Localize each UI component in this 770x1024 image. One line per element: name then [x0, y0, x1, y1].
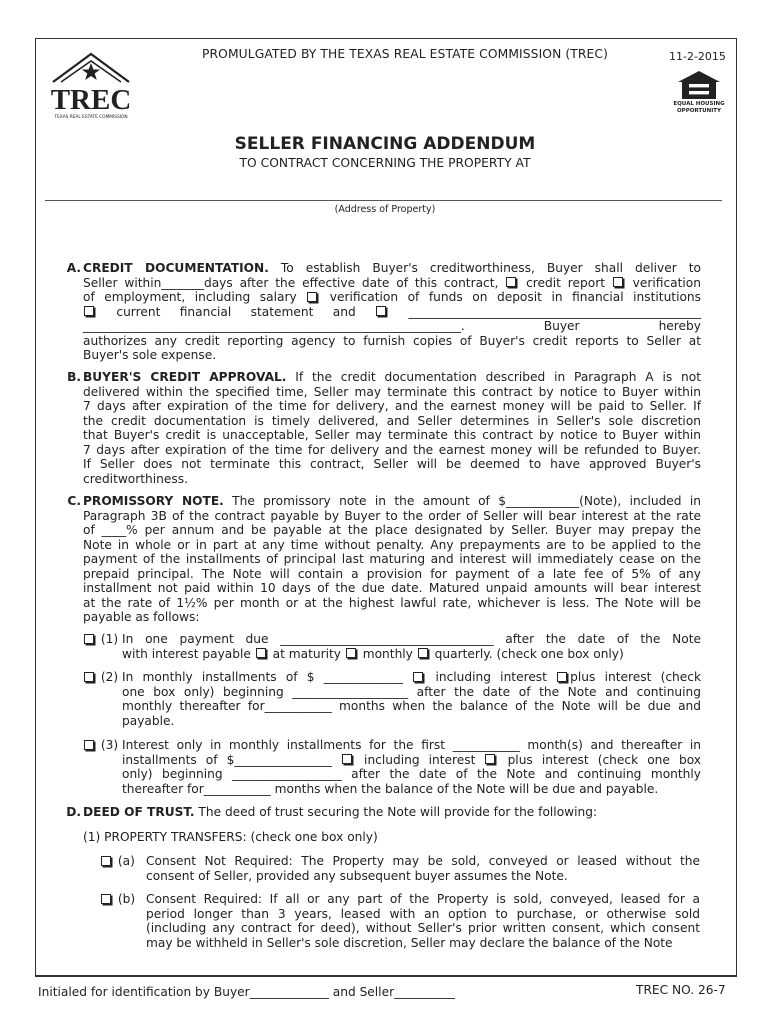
option-head[interactable]: (3)	[83, 738, 118, 753]
option-head[interactable]: (2)	[83, 670, 118, 685]
option-head[interactable]: (a)	[100, 854, 135, 869]
checkbox[interactable]	[413, 672, 423, 682]
text-line: Consent Not Required: The Property may be sold, conveyed or leased without the	[146, 854, 700, 868]
section-body	[83, 494, 701, 625]
section-heading: CREDIT DOCUMENTATION.	[83, 261, 269, 275]
text-line: 7 days after expiration of the time for delivery, and the earnest money will be paid to Seller. If	[83, 399, 701, 413]
text-line: consent of Seller, provided any subsequent buyer assumes the Note.	[146, 868, 568, 883]
text-line: (including any contract for deed), without Seller's prior written consent, which consent	[146, 921, 700, 935]
checkbox[interactable]	[84, 634, 94, 644]
section-heading: BUYER'S CREDIT APPROVAL.	[83, 370, 287, 384]
svg-text:TREC: TREC	[50, 84, 132, 116]
text-line: with interest payable at maturity monthly quarterly. (check one box only)	[122, 646, 624, 661]
payment-option-3	[83, 738, 701, 796]
section-heading: DEED OF TRUST.	[83, 805, 195, 819]
text-line: In one payment due ___________________________________ after the date of the Note	[122, 632, 701, 646]
checkbox[interactable]	[342, 754, 352, 764]
initials-line[interactable]: Initialed for identification by Buyer_____________ and Seller__________	[38, 985, 456, 999]
checkbox[interactable]	[307, 292, 317, 302]
text-line: creditworthiness.	[83, 471, 188, 486]
checkbox[interactable]	[376, 306, 386, 316]
checkbox[interactable]	[485, 754, 495, 764]
payment-option-2	[83, 670, 701, 728]
text-line: ______________________________________________________________. Buyer hereby	[83, 319, 701, 333]
option-text	[122, 632, 701, 661]
section-label: B.	[67, 370, 81, 384]
equal-housing-label: EQUAL HOUSING OPPORTUNITY	[673, 101, 725, 114]
payment-option-1	[83, 632, 701, 661]
text-line: payment of the installments of principal last maturing and interest will immediately cease on the	[83, 552, 701, 566]
promulgated-notice: PROMULGATED BY THE TEXAS REAL ESTATE COMMISSION (TREC)	[202, 47, 609, 61]
option-text	[146, 892, 700, 950]
text-line: installment not paid within 10 days of the due date. Matured unpaid amounts will bear interest	[83, 581, 701, 595]
address-field-line[interactable]	[45, 200, 722, 201]
section-label: D.	[66, 805, 81, 819]
section-b-credit-approval	[45, 370, 701, 486]
checkbox[interactable]	[84, 740, 94, 750]
text-line: Paragraph 3B of the contract payable by Buyer to the order of Seller will bear interest at the rate	[83, 508, 701, 523]
section-body	[83, 261, 701, 363]
section-body	[83, 370, 701, 486]
text-line: of ____% per annum and be payable at the place designated by Seller. Buyer may prepay the	[83, 523, 701, 537]
checkbox[interactable]	[84, 672, 94, 682]
section-a-credit-documentation	[45, 261, 701, 363]
equal-housing-icon	[675, 70, 723, 104]
text-line: CREDIT DOCUMENTATION. To establish Buyer's creditworthiness, Buyer shall deliver to	[83, 261, 701, 275]
checkbox[interactable]	[84, 306, 94, 316]
text-line: Seller within_______days after the effective date of this contract, credit report verification	[83, 275, 701, 290]
text-line: Note in whole or in part at any time without penalty. Any prepayments are to be applied to the	[83, 537, 701, 552]
section-label: C.	[67, 494, 81, 508]
trec-logo	[50, 52, 132, 124]
checkbox[interactable]	[346, 648, 356, 658]
text-line: PROMISSORY NOTE. The promissory note in the amount of $____________(Note), included in	[83, 494, 702, 508]
option-head[interactable]: (1)	[83, 632, 118, 647]
svg-text:TEXAS REAL ESTATE COMMISSION: TEXAS REAL ESTATE COMMISSION	[54, 115, 128, 120]
text-line: only) beginning __________________ after the date of the Note and continuing monthly	[122, 767, 701, 781]
checkbox[interactable]	[506, 277, 516, 287]
text-line: the credit documentation is timely delivered, and Seller determines in Seller's sole discretion	[83, 413, 701, 428]
text-line: current financial statement and ________________________________________________	[83, 305, 701, 320]
checkbox[interactable]	[256, 648, 266, 658]
text-line: DEED OF TRUST. The deed of trust securing the Note will provide for the following:	[83, 805, 598, 819]
text-line: thereafter for___________ months when the balance of the Note will be due and payable.	[122, 781, 659, 796]
text-line: BUYER'S CREDIT APPROVAL. If the credit documentation described in Paragraph A is not	[83, 370, 701, 384]
section-c-promissory-note	[45, 494, 701, 625]
text-line: may be withheld in Seller's sole discretion, Seller may declare the balance of the Note	[146, 935, 673, 950]
checkbox[interactable]	[418, 648, 428, 658]
form-date: 11-2-2015	[669, 50, 726, 63]
checkbox[interactable]	[101, 856, 111, 866]
option-text	[146, 854, 700, 883]
text-line: period longer than 3 years, leased with an option to purchase, or otherwise sold	[146, 906, 700, 921]
text-line: monthly thereafter for___________ months when the balance of the Note will be due and	[122, 699, 701, 713]
checkbox[interactable]	[101, 894, 111, 904]
text-line: payable.	[122, 713, 175, 728]
checkbox[interactable]	[557, 672, 567, 682]
section-body	[83, 805, 701, 820]
property-transfers-heading: (1) PROPERTY TRANSFERS: (check one box only)	[83, 830, 378, 844]
option-text	[122, 670, 701, 728]
text-line: 7 days after expiration of the time for delivery and the earnest money will be refunded to Buyer.	[83, 442, 701, 457]
checkbox[interactable]	[613, 277, 623, 287]
document-subtitle: TO CONTRACT CONCERNING THE PROPERTY AT	[239, 156, 531, 170]
text-line: installments of $________________ including interest plus interest (check one box	[122, 752, 702, 767]
text-line: that Buyer's credit is unacceptable, Seller may terminate this contract by notice to Buyer within	[83, 428, 701, 442]
section-label: A.	[66, 261, 81, 275]
text-line: Interest only in monthly installments for the first ___________ month(s) and thereafter in	[122, 738, 701, 752]
text-line: prepaid principal. The Note will contain a provision for payment of a late fee of 5% of any	[83, 566, 701, 581]
text-line: payable as follows:	[83, 610, 200, 624]
document-title: SELLER FINANCING ADDENDUM	[234, 134, 536, 154]
text-line: If Seller does not terminate this contract, Seller will be deemed to have approved Buyer's	[83, 457, 701, 471]
option-text	[122, 738, 701, 796]
text-line: delivered within the specified time, Seller may terminate this contract by notice to Buyer within	[83, 384, 701, 399]
section-d-deed-of-trust	[45, 805, 701, 820]
address-label: (Address of Property)	[334, 204, 436, 215]
transfer-option-a	[100, 854, 700, 883]
transfer-option-b	[100, 892, 700, 950]
text-line: In monthly installments of $ _____________ including interest plus interest (check	[122, 670, 702, 684]
text-line: authorizes any credit reporting agency to furnish copies of Buyer's credit reports to Seller at	[83, 333, 701, 348]
footer-divider	[35, 976, 737, 977]
text-line: Consent Required: If all or any part of the Property is sold, conveyed, leased for a	[146, 892, 700, 906]
text-line: one box only) beginning ___________________ after the date of the Note and continuing	[122, 684, 701, 699]
text-line: at the rate of 1½% per month or at the highest lawful rate, whichever is less. The Note will be	[83, 595, 701, 610]
form-number: TREC NO. 26-7	[636, 983, 726, 997]
text-line: Buyer's sole expense.	[83, 348, 217, 362]
option-head[interactable]: (b)	[100, 892, 135, 907]
text-line: of employment, including salary verification of funds on deposit in financial institutions	[83, 290, 701, 304]
section-heading: PROMISSORY NOTE.	[83, 494, 224, 508]
